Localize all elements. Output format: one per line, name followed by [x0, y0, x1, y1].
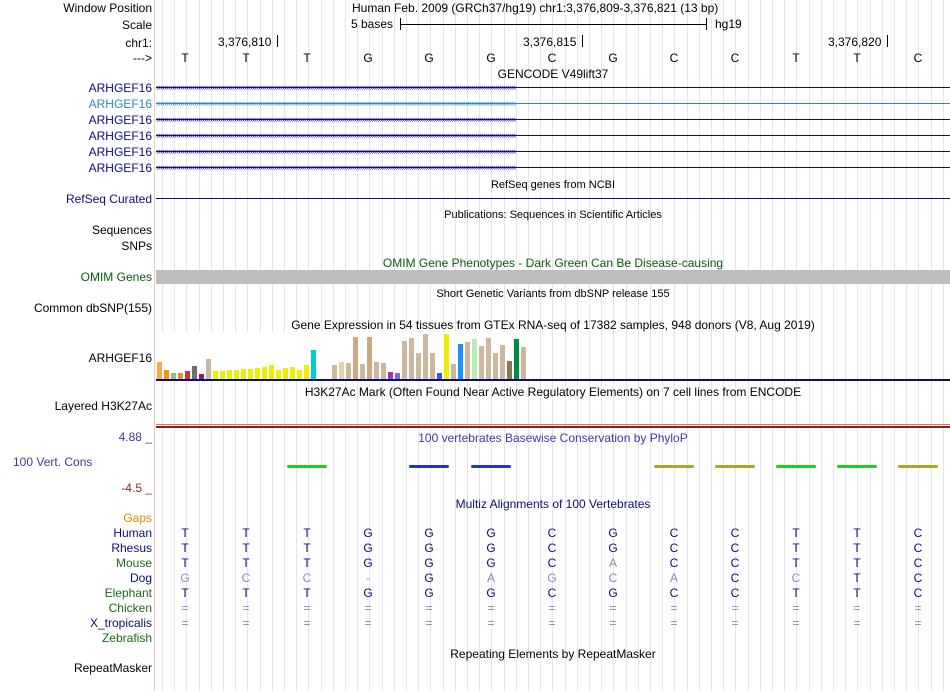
publications-track-title[interactable]: Publications: Sequences in Scientific Articles — [444, 209, 662, 221]
sequence-base: T — [303, 51, 311, 65]
sequence-base: G — [424, 51, 434, 65]
gtex-tissue-bar[interactable] — [388, 372, 393, 379]
scale-bases-text: 5 bases — [351, 17, 394, 31]
alignment-base: C — [547, 556, 557, 570]
alignment-base: C — [913, 586, 923, 600]
alignment-base: = — [853, 601, 861, 615]
alignment-base: G — [424, 586, 434, 600]
gtex-tissue-bar[interactable] — [430, 353, 435, 379]
alignment-base: T — [792, 541, 800, 555]
alignment-base: = — [914, 616, 922, 630]
alignment-base: C — [730, 541, 740, 555]
gtex-track-label[interactable]: ARHGEF16 — [88, 351, 152, 365]
sequence-base: T — [242, 51, 250, 65]
alignment-base: T — [792, 556, 800, 570]
refseq-track-title[interactable]: RefSeq genes from NCBI — [490, 179, 616, 191]
species-label[interactable]: Elephant — [104, 586, 152, 600]
gtex-tissue-bar[interactable] — [269, 365, 274, 379]
gtex-tissue-bar[interactable] — [346, 363, 351, 379]
gtex-tissue-bar[interactable] — [311, 350, 316, 379]
alignment-base: = — [792, 616, 800, 630]
phylop-score-mark — [287, 465, 327, 468]
scale-bar — [400, 24, 706, 25]
sequence-base: C — [913, 51, 923, 65]
gencode-transcript-label[interactable]: ARHGEF16 — [88, 129, 152, 143]
alignment-base: C — [669, 526, 679, 540]
alignment-base: = — [181, 616, 189, 630]
alignment-base: C — [730, 586, 740, 600]
assembly-position-text: Human Feb. 2009 (GRCh37/hg19) chr1:3,376,809-3,376,821 (13 bp) — [352, 1, 719, 15]
alignment-base: C — [547, 526, 557, 540]
gtex-tissue-bar[interactable] — [374, 362, 379, 379]
gencode-transcript-label[interactable]: ARHGEF16 — [88, 145, 152, 159]
alignment-base: G — [363, 541, 373, 555]
gtex-tissue-bar[interactable] — [185, 371, 190, 379]
gtex-tissue-bar[interactable] — [360, 364, 365, 379]
gencode-transcript-label[interactable]: ARHGEF16 — [88, 81, 152, 95]
gtex-tissue-bar[interactable] — [248, 369, 253, 379]
alignment-base: G — [486, 586, 496, 600]
alignment-base: C — [302, 571, 312, 585]
alignment-base: C — [730, 571, 740, 585]
species-label[interactable]: Rhesus — [111, 541, 152, 555]
alignment-base: T — [853, 526, 861, 540]
gtex-tissue-bar[interactable] — [339, 362, 344, 379]
alignment-base: = — [487, 616, 495, 630]
gtex-track-title[interactable]: Gene Expression in 54 tissues from GTEx RNA-seq of 17382 samples, 948 donors (V8, Aug 2019) — [291, 318, 815, 332]
gtex-tissue-bar[interactable] — [472, 339, 477, 379]
gtex-tissue-bar[interactable] — [192, 366, 197, 379]
alignment-base: C — [913, 526, 923, 540]
gtex-baseline — [156, 379, 950, 381]
repeatmasker-track-title[interactable]: Repeating Elements by RepeatMasker — [450, 647, 656, 661]
gaps-label: Gaps — [123, 511, 152, 525]
alignment-base: = — [670, 616, 678, 630]
alignment-base: C — [730, 526, 740, 540]
alignment-base: G — [608, 541, 618, 555]
gtex-tissue-bar[interactable] — [458, 344, 463, 379]
alignment-base: G — [180, 571, 190, 585]
alignment-base: C — [608, 571, 618, 585]
gtex-tissue-bar[interactable] — [486, 338, 491, 379]
alignment-base: C — [547, 586, 557, 600]
alignment-base: = — [181, 601, 189, 615]
coord-label: 3,376,815 — [523, 35, 577, 49]
phylop-score-mark — [898, 465, 938, 468]
omim-gene-block[interactable] — [156, 270, 950, 284]
alignment-base: G — [424, 556, 434, 570]
alignment-base: = — [425, 616, 433, 630]
strand-arrows: ›››››››››››››››››››››››››››››››››››››››››››››››››››››››››››››››››››››››››››››››››››››››››››››››››››››››››››››››››››››››››››››››››››››››››››››››››››››››››››››››››››››››››››››››››››› — [156, 130, 516, 140]
alignment-base: G — [363, 586, 373, 600]
omim-track-label[interactable]: OMIM Genes — [80, 270, 152, 284]
species-label[interactable]: Dog — [129, 571, 152, 585]
conservation-min-label: -4.5 _ — [121, 481, 152, 495]
sequence-base: T — [792, 51, 800, 65]
alignment-base: T — [242, 586, 250, 600]
alignment-base: T — [853, 556, 861, 570]
alignment-base: T — [242, 556, 250, 570]
gtex-tissue-bar[interactable] — [283, 368, 288, 379]
alignment-base: G — [608, 526, 618, 540]
alignment-base: G — [424, 571, 434, 585]
species-label[interactable]: Mouse — [115, 556, 152, 570]
repeatmasker-track-label[interactable]: RepeatMasker — [73, 661, 152, 675]
alignment-base: C — [913, 571, 923, 585]
gtex-tissue-bar[interactable] — [367, 337, 372, 379]
gtex-tissue-bar[interactable] — [297, 370, 302, 379]
alignment-base: G — [547, 571, 557, 585]
alignment-base: T — [181, 586, 189, 600]
sequence-base: C — [547, 51, 557, 65]
conservation-track-label[interactable]: 100 Vert. Cons — [13, 455, 93, 469]
alignment-base: T — [853, 571, 861, 585]
phylop-score-mark — [837, 465, 877, 468]
alignment-base: T — [792, 586, 800, 600]
gtex-tissue-bar[interactable] — [164, 370, 169, 379]
alignment-base: T — [853, 541, 861, 555]
label-divider — [154, 0, 155, 691]
alignment-base: = — [303, 616, 311, 630]
gtex-tissue-bar[interactable] — [255, 368, 260, 379]
coord-label: 3,376,820 — [828, 35, 882, 49]
alignment-base: A — [669, 571, 678, 585]
alignment-base: A — [608, 556, 617, 570]
alignment-base: = — [853, 616, 861, 630]
alignment-base: = — [242, 601, 250, 615]
alignment-base: = — [792, 601, 800, 615]
alignment-base: T — [303, 556, 311, 570]
species-label[interactable]: Chicken — [108, 601, 152, 615]
gtex-tissue-bar[interactable] — [409, 338, 414, 379]
omim-track-title[interactable]: OMIM Gene Phenotypes - Dark Green Can Be Disease-causing — [382, 256, 724, 270]
h3k27ac-signal-line-orange — [156, 424, 950, 425]
gtex-tissue-bar[interactable] — [521, 347, 526, 379]
alignment-base: T — [303, 541, 311, 555]
strand-arrows: ›››››››››››››››››››››››››››››››››››››››››››››››››››››››››››››››››››››››››››››››››››››››››››››››››››››››››››››››››››››››››››››››››››››››››››››››››››››››››››››››››››››››››››››››››››› — [156, 98, 516, 108]
gencode-transcript-label[interactable]: ARHGEF16 — [88, 97, 152, 111]
db-label: hg19 — [715, 17, 742, 31]
sequence-base: T — [853, 51, 861, 65]
alignment-base: = — [670, 601, 678, 615]
gtex-tissue-bar[interactable] — [451, 364, 456, 379]
refseq-gene-line[interactable] — [156, 198, 950, 199]
gtex-tissue-bar[interactable] — [402, 341, 407, 379]
gencode-transcript-label[interactable]: ARHGEF16 — [88, 113, 152, 127]
strand-arrows: ›››››››››››››››››››››››››››››››››››››››››››››››››››››››››››››››››››››››››››››››››››››››››››››››››››››››››››››››››››››››››››››››››››››››››››››››››››››››››››››››››››››››››››››››››››› — [156, 146, 516, 156]
alignment-base: = — [609, 616, 617, 630]
gtex-tissue-bar[interactable] — [213, 371, 218, 379]
sequences-track-label[interactable]: Sequences — [91, 223, 152, 237]
alignment-base: A — [486, 571, 495, 585]
alignment-base: = — [731, 616, 739, 630]
coord-tick — [277, 35, 278, 47]
h3k27ac-track-label[interactable]: Layered H3K27Ac — [54, 399, 152, 413]
gtex-tissue-bar[interactable] — [241, 369, 246, 379]
gtex-tissue-bar[interactable] — [234, 370, 239, 379]
sequence-base: G — [486, 51, 496, 65]
gtex-tissue-bar[interactable] — [416, 353, 421, 379]
strand-arrows: ›››››››››››››››››››››››››››››››››››››››››››››››››››››››››››››››››››››››››››››››››››››››››››››››››››››››››››››››››››››››››››››››››››››››››››››››››››››››››››››››››››››››››››››››››››› — [156, 82, 516, 92]
alignment-base: = — [548, 616, 556, 630]
alignment-base: = — [487, 601, 495, 615]
gtex-tissue-bar[interactable] — [304, 365, 309, 379]
sequence-base: C — [669, 51, 679, 65]
scale-bar-right-tick — [706, 18, 707, 30]
alignment-base: T — [792, 526, 800, 540]
phylop-score-mark — [409, 465, 449, 468]
alignment-base: G — [486, 556, 496, 570]
alignment-base: = — [425, 601, 433, 615]
coord-label: 3,376,810 — [218, 35, 272, 49]
alignment-base: T — [242, 526, 250, 540]
sequence-base: C — [730, 51, 740, 65]
dbsnp-track-title[interactable]: Short Genetic Variants from dbSNP release 155 — [436, 288, 670, 300]
alignment-base: G — [486, 526, 496, 540]
sequence-base: T — [181, 51, 189, 65]
chrom-label: chr1: — [125, 36, 152, 50]
snps-track-label[interactable]: SNPs — [121, 239, 152, 253]
alignment-base: T — [853, 586, 861, 600]
alignment-base: = — [731, 601, 739, 615]
gtex-tissue-bar[interactable] — [423, 334, 428, 379]
alignment-base: = — [364, 601, 372, 615]
gtex-tissue-bar[interactable] — [381, 363, 386, 379]
alignment-base: C — [669, 586, 679, 600]
gtex-tissue-bar[interactable] — [479, 346, 484, 379]
h3k27ac-track-title[interactable]: H3K27Ac Mark (Often Found Near Active Regulatory Elements) on 7 cell lines from ENCODE — [304, 385, 802, 399]
strand-arrows: ›››››››››››››››››››››››››››››››››››››››››››››››››››››››››››››››››››››››››››››››››››››››››››››››››››››››››››››››››››››››››››››››››››››››››››››››››››››››››››››››››››››››››››››››››››› — [156, 162, 516, 172]
alignment-base: G — [424, 541, 434, 555]
gtex-tissue-bar[interactable] — [290, 367, 295, 379]
phylop-score-mark — [471, 465, 511, 468]
alignment-base: G — [608, 586, 618, 600]
phylop-score-mark — [776, 465, 816, 468]
gtex-tissue-bar[interactable] — [276, 370, 281, 379]
species-label[interactable]: Human — [113, 526, 152, 540]
gtex-tissue-bar[interactable] — [262, 367, 267, 379]
h3k27ac-signal-line-red — [156, 426, 950, 428]
alignment-base: = — [303, 601, 311, 615]
gtex-tissue-bar[interactable] — [493, 353, 498, 379]
dbsnp-track-label[interactable]: Common dbSNP(155) — [33, 301, 152, 315]
species-label[interactable]: Zebrafish — [101, 631, 152, 645]
strand-arrows: ›››››››››››››››››››››››››››››››››››››››››››››››››››››››››››››››››››››››››››››››››››››››››››››››››››››››››››››››››››››››››››››››››››››››››››››››››››››››››››››››››››››››››››››››››››› — [156, 114, 516, 124]
alignment-base: G — [424, 526, 434, 540]
alignment-base: T — [303, 586, 311, 600]
gtex-tissue-bar[interactable] — [332, 365, 337, 379]
alignment-base: C — [730, 556, 740, 570]
alignment-base: = — [548, 601, 556, 615]
gtex-tissue-bar[interactable] — [227, 370, 232, 379]
gtex-tissue-bar[interactable] — [353, 337, 358, 379]
alignment-base: G — [486, 541, 496, 555]
alignment-base: T — [181, 541, 189, 555]
phylop-score-mark — [715, 465, 755, 468]
gtex-tissue-bar[interactable] — [206, 359, 211, 379]
phylop-score-mark — [654, 465, 694, 468]
multiz-track-title[interactable]: Multiz Alignments of 100 Vertebrates — [455, 497, 651, 511]
alignment-base: C — [547, 541, 557, 555]
alignment-base: T — [242, 541, 250, 555]
alignment-base: - — [366, 571, 370, 585]
gtex-tissue-bar[interactable] — [507, 361, 512, 379]
strand-label: ---> — [133, 51, 152, 65]
alignment-base: G — [363, 556, 373, 570]
alignment-base: C — [913, 556, 923, 570]
alignment-base: C — [241, 571, 251, 585]
gtex-tissue-bar[interactable] — [157, 362, 162, 379]
alignment-base: = — [364, 616, 372, 630]
gtex-tissue-bar[interactable] — [444, 334, 449, 379]
gtex-tissue-bar[interactable] — [220, 371, 225, 379]
gencode-transcript-label[interactable]: ARHGEF16 — [88, 161, 152, 175]
gtex-tissue-bar[interactable] — [500, 345, 505, 379]
gtex-tissue-bar[interactable] — [514, 339, 519, 379]
alignment-base: C — [791, 571, 801, 585]
sequence-base: G — [608, 51, 618, 65]
alignment-base: = — [914, 601, 922, 615]
conservation-track-title[interactable]: 100 vertebrates Basewise Conservation by PhyloP — [418, 431, 688, 445]
conservation-max-label: 4.88 _ — [118, 430, 152, 444]
species-label[interactable]: X_tropicalis — [89, 616, 152, 630]
alignment-base: T — [181, 556, 189, 570]
coord-tick — [582, 35, 583, 47]
gencode-track-title[interactable]: GENCODE V49lift37 — [497, 67, 609, 81]
refseq-track-label[interactable]: RefSeq Curated — [65, 192, 152, 206]
alignment-base: C — [669, 556, 679, 570]
gtex-tissue-bar[interactable] — [465, 342, 470, 379]
alignment-base: G — [363, 526, 373, 540]
alignment-base: C — [913, 541, 923, 555]
window-position-label: Window Position — [63, 1, 152, 15]
alignment-base: T — [303, 526, 311, 540]
scale-label: Scale — [121, 18, 152, 32]
alignment-base: = — [242, 616, 250, 630]
sequence-base: G — [363, 51, 373, 65]
alignment-base: C — [669, 541, 679, 555]
alignment-base: = — [609, 601, 617, 615]
coord-tick — [887, 35, 888, 47]
gtex-bar-chart[interactable] — [156, 332, 536, 379]
alignment-base: T — [181, 526, 189, 540]
